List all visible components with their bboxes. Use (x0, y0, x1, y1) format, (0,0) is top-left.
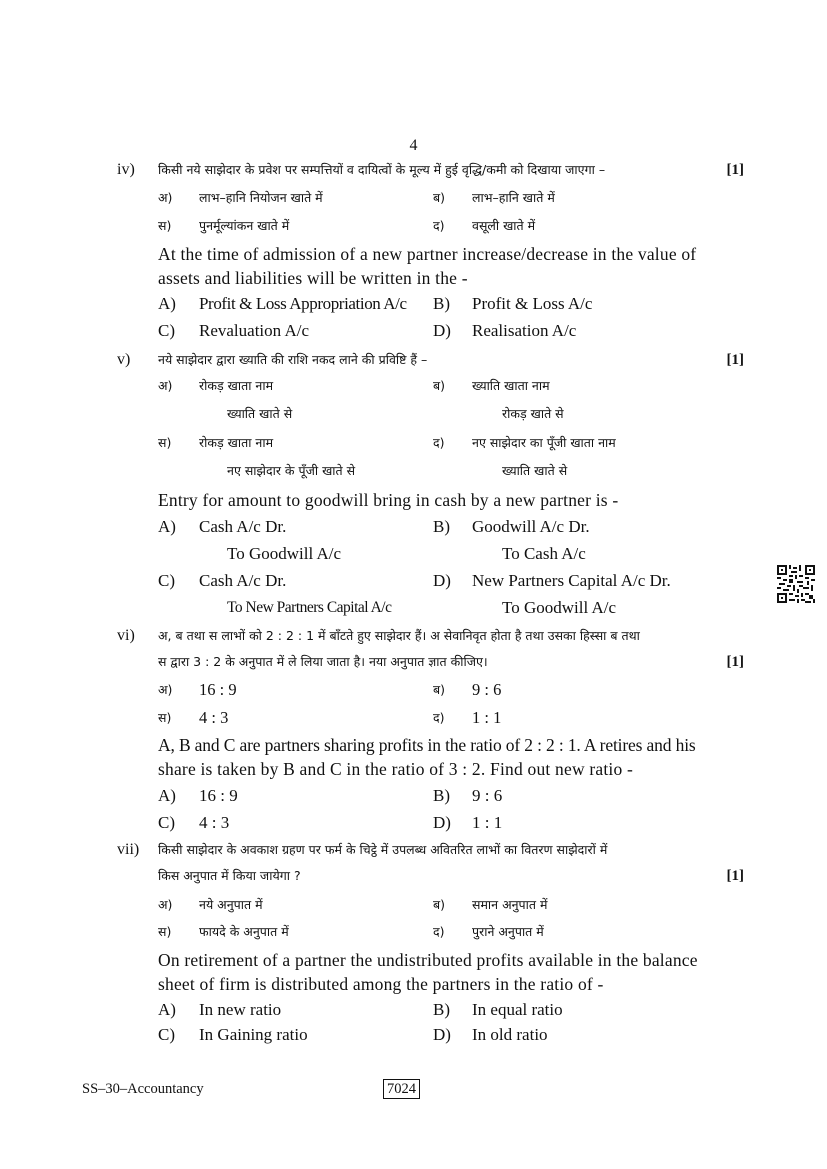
option-label: ब) (433, 378, 446, 393)
option-label: अ) (158, 190, 173, 205)
option-text: 16 : 9 (199, 786, 238, 805)
option-text: 16 : 9 (199, 680, 237, 699)
option-text: 1 : 1 (472, 708, 502, 727)
hindi-options-row (0, 374, 827, 398)
hindi-options-row (0, 431, 827, 455)
question-english-text: assets and liabilities will be written in the - (158, 268, 468, 288)
footer-subject: SS–30–Accountancy (82, 1081, 204, 1097)
page-number: 4 (409, 137, 418, 154)
option-label: ब) (433, 682, 446, 697)
option-label: B) (433, 294, 450, 313)
hindi-options-row (0, 920, 827, 944)
hindi-options-row (0, 893, 827, 917)
option-label: A) (158, 1000, 176, 1019)
hindi-options-row (0, 678, 827, 702)
hindi-options-row (0, 402, 827, 426)
option-label: स) (158, 924, 172, 939)
option-label: स) (158, 218, 172, 233)
english-options-row (0, 542, 827, 566)
option-text: रोकड़ खाता नाम (199, 378, 274, 393)
option-label: D) (433, 321, 451, 340)
option-text: In new ratio (199, 1000, 282, 1019)
question-english-text: sheet of firm is distributed among the partners in the ratio of - (158, 974, 604, 994)
question-hindi-text: अ, ब तथा स लाभों को 2 : 2 : 1 में बाँटते हुए साझेदार हैं। अ सेवानिवृत होता है तथा उसका हिस्सा ब तथा (158, 628, 640, 643)
option-text: Cash A/c Dr. (199, 517, 287, 536)
option-label: A) (158, 294, 176, 313)
option-label: ब) (433, 190, 446, 205)
question-number: iv) (117, 161, 135, 178)
option-label: अ) (158, 897, 173, 912)
option-text: लाभ–हानि नियोजन खाते में (199, 190, 323, 205)
english-options-row (0, 319, 827, 343)
question-english-text: Entry for amount to goodwill bring in cash by a new partner is - (158, 490, 619, 510)
option-text: फायदे के अनुपात में (199, 924, 289, 939)
question-number: vi) (117, 627, 135, 644)
option-text: To Goodwill A/c (502, 598, 617, 617)
question-marks: [1] (726, 162, 744, 178)
hindi-options-row (0, 459, 827, 483)
option-label: D) (433, 1025, 451, 1044)
option-text: Goodwill A/c Dr. (472, 517, 590, 536)
option-text: Profit & Loss Appropriation A/c (199, 294, 407, 313)
hindi-options-row (0, 214, 827, 238)
question-marks: [1] (726, 654, 744, 670)
option-label: द) (433, 435, 445, 450)
hindi-options-row (0, 186, 827, 210)
option-label: C) (158, 1025, 175, 1044)
question-number: v) (117, 351, 131, 368)
option-label: C) (158, 571, 175, 590)
footer-code: 7024 (383, 1079, 420, 1099)
option-text: New Partners Capital A/c Dr. (472, 571, 671, 590)
english-options-row (0, 569, 827, 593)
option-text: In old ratio (472, 1025, 548, 1044)
question-hindi-text: किस अनुपात में किया जायेगा ? (158, 868, 301, 883)
question-marks: [1] (726, 868, 744, 884)
question-english-text: share is taken by B and C in the ratio of 3 : 2. Find out new ratio - (158, 759, 634, 779)
option-text: Realisation A/c (472, 321, 577, 340)
question-number: vii) (117, 841, 140, 858)
option-label: द) (433, 218, 445, 233)
option-label: द) (433, 924, 445, 939)
option-text: लाभ–हानि खाते में (472, 190, 555, 205)
option-text: ख्याति खाते से (227, 406, 293, 421)
option-label: C) (158, 813, 175, 832)
option-text: वसूली खाते में (472, 218, 536, 233)
option-text: In Gaining ratio (199, 1025, 308, 1044)
question-marks: [1] (726, 352, 744, 368)
english-options-row (0, 784, 827, 808)
english-options-row (0, 515, 827, 539)
option-text: ख्याति खाता नाम (472, 378, 550, 393)
option-text: रोकड़ खाता नाम (199, 435, 274, 450)
option-text: Cash A/c Dr. (199, 571, 287, 590)
english-options-row (0, 1023, 827, 1047)
option-text: 9 : 6 (472, 680, 502, 699)
english-options-row (0, 998, 827, 1022)
option-label: D) (433, 571, 451, 590)
option-label: अ) (158, 682, 173, 697)
english-options-row (0, 292, 827, 316)
option-text: To New Partners Capital A/c (227, 599, 392, 616)
question-hindi-text: किसी साझेदार के अवकाश ग्रहण पर फर्म के चिट्ठे में उपलब्ध अवितरित लाभों का वितरण साझेदारों में (158, 842, 608, 857)
option-label: द) (433, 710, 445, 725)
option-text: 1 : 1 (472, 813, 503, 832)
option-text: To Cash A/c (502, 544, 586, 563)
question-hindi-text: नये साझेदार द्वारा ख्याति की राशि नकद लाने की प्रविष्टि हैं – (158, 352, 428, 367)
question-hindi-text: किसी नये साझेदार के प्रवेश पर सम्पत्तियों व दायित्वों के मूल्य में हुई वृद्धि/कमी को दिखाया जाएगा – (158, 162, 606, 177)
option-label: B) (433, 517, 450, 536)
question-english-text: On retirement of a partner the undistributed profits available in the balance (158, 950, 698, 970)
hindi-options-row (0, 706, 827, 730)
question-vi-hindi-row (0, 624, 827, 648)
question-iv-hindi-row (0, 158, 827, 182)
question-hindi-text: स द्वारा 3 : 2 के अनुपात में ले लिया जाता है। नया अनुपात ज्ञात कीजिए। (158, 654, 488, 669)
english-options-row (0, 811, 827, 835)
option-text: In equal ratio (472, 1000, 563, 1019)
question-vii-hindi-row (0, 838, 827, 862)
option-text: To Goodwill A/c (227, 544, 342, 563)
option-text: समान अनुपात में (472, 897, 548, 912)
question-english-text: A, B and C are partners sharing profits in the ratio of 2 : 2 : 1. A retires and his (158, 735, 696, 755)
option-label: स) (158, 435, 172, 450)
question-vii-hindi-row (0, 864, 827, 888)
option-text: नए साझेदार का पूँजी खाता नाम (472, 435, 616, 450)
option-text: नए साझेदार के पूँजी खाते से (227, 463, 356, 478)
option-label: अ) (158, 378, 173, 393)
option-text: नये अनुपात में (199, 897, 263, 912)
question-vi-hindi-row (0, 650, 827, 674)
option-text: पुनर्मूल्यांकन खाते में (199, 218, 290, 233)
option-text: 4 : 3 (199, 708, 229, 727)
question-english-text: At the time of admission of a new partner increase/decrease in the value of (158, 244, 697, 264)
option-text: रोकड़ खाते से (502, 406, 564, 421)
option-label: A) (158, 517, 176, 536)
option-label: स) (158, 710, 172, 725)
english-options-row (0, 596, 827, 620)
option-label: ब) (433, 897, 446, 912)
option-text: ख्याति खाते से (502, 463, 568, 478)
qr-code-icon (777, 565, 815, 603)
option-text: पुराने अनुपात में (472, 924, 544, 939)
option-label: B) (433, 1000, 450, 1019)
question-v-hindi-row (0, 348, 827, 372)
option-label: D) (433, 813, 451, 832)
option-label: C) (158, 321, 175, 340)
option-text: Revaluation A/c (199, 321, 310, 340)
option-text: 4 : 3 (199, 813, 230, 832)
option-label: B) (433, 786, 450, 805)
option-text: 9 : 6 (472, 786, 503, 805)
option-text: Profit & Loss A/c (472, 294, 593, 313)
option-label: A) (158, 786, 176, 805)
